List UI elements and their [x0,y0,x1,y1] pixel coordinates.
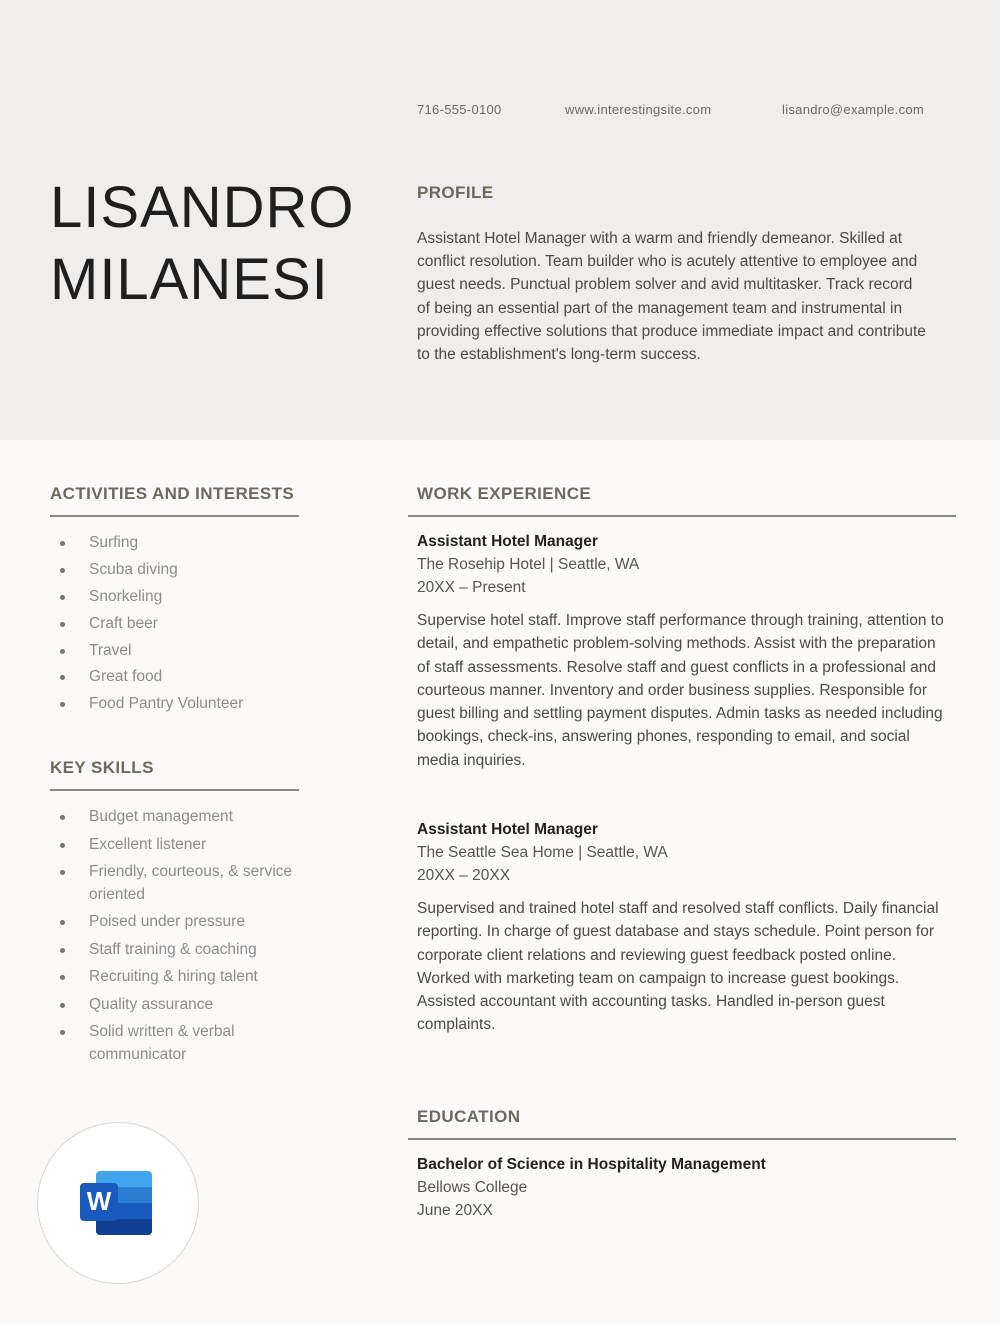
contact-email[interactable]: lisandro@example.com [782,102,925,117]
word-badge[interactable] [37,1122,199,1284]
interests-divider [50,515,299,517]
work-divider [408,515,956,517]
list-item: Snorkeling [50,586,300,609]
school: Bellows College [417,1179,528,1196]
bullet-icon [60,1003,65,1008]
bullet-icon [60,649,65,654]
skills-list [50,806,300,1071]
job-dates: 20XX – Present [417,579,526,596]
list-item: Staff training & coaching [50,939,300,962]
bullet-icon [60,870,65,875]
interests-list [50,532,300,720]
profile-text: Assistant Hotel Manager with a warm and friendly demeanor. Skilled at conflict resolution. Team builder who is acutely attentive to employee and guest needs. Punctual problem solver and avid multitasker. Track record of being an essential part of the management team and instrumental in providing effective solutions that produce immediate impact and contribute to the establishment's long-term success. [417,230,926,364]
bullet-icon [60,920,65,925]
last-name: MILANESI [50,247,329,312]
job-description: Supervise hotel staff. Improve staff performance through training, attention to detail, and empathetic problem-solving methods. Assist with the preparation of staff assessments. Resolve staff and guest conflicts in a professional and courteous manner. Inventory and order business supplies. Responsible for guest billing and settling payment disputes. Admin tasks as needed including bookings, check-ins, answering phones, responding to email, and social media inquiries. [417,612,944,769]
list-item: Solid written & verbal communicator [50,1021,300,1066]
job-title: Assistant Hotel Manager [417,821,598,838]
bullet-icon [60,595,65,600]
list-item: Poised under pressure [50,911,300,934]
bullet-icon [60,815,65,820]
interests-heading: ACTIVITIES AND INTERESTS [50,484,295,503]
job-employer: The Seattle Sea Home | Seattle, WA [417,844,668,861]
list-item: Excellent listener [50,834,300,857]
degree: Bachelor of Science in Hospitality Management [417,1156,766,1173]
work-heading: WORK EXPERIENCE [417,484,592,503]
bullet-icon [60,1030,65,1035]
bullet-icon [60,948,65,953]
bullet-icon [60,702,65,707]
skills-heading: KEY SKILLS [50,758,154,777]
list-item: Great food [50,666,300,689]
job-employer: The Rosehip Hotel | Seattle, WA [417,556,640,573]
education-divider [408,1138,956,1140]
job-entry [417,819,947,1037]
list-item: Scuba diving [50,559,300,582]
bullet-icon [60,975,65,980]
word-icon-letter: W [86,1186,112,1216]
job-title: Assistant Hotel Manager [417,533,598,550]
word-icon-band-bottom [96,1219,152,1235]
bullet-icon [60,675,65,680]
list-item: Recruiting & hiring talent [50,966,300,989]
job-description: Supervised and trained hotel staff and resolved staff conflicts. Daily financial reporting. In charge of guest database and stays schedule. Point person for corporate client relations and reviewing guest feedback posted online. Worked with marketing team on campaign to increase guest bookings. Assisted accountant with accounting tasks. Handled in-person guest complaints. [417,900,939,1034]
candidate-name [50,172,355,316]
education-entry [417,1154,947,1222]
contact-phone: 716-555-0100 [417,102,502,117]
bullet-icon [60,622,65,627]
job-dates: 20XX – 20XX [417,867,511,884]
bullet-icon [60,568,65,573]
list-item: Travel [50,640,300,663]
profile-heading: PROFILE [417,183,494,202]
education-heading: EDUCATION [417,1107,521,1126]
list-item: Quality assurance [50,994,300,1017]
skills-divider [50,789,299,791]
graduation-date: June 20XX [417,1202,493,1219]
list-item: Friendly, courteous, & service oriented [50,861,300,906]
list-item: Food Pantry Volunteer [50,693,300,716]
job-entry [417,531,947,772]
bullet-icon [60,541,65,546]
list-item: Craft beer [50,613,300,636]
word-app-icon [80,1171,156,1235]
list-item: Surfing [50,532,300,555]
list-item: Budget management [50,806,300,829]
contact-website[interactable]: www.interestingsite.com [565,102,712,117]
first-name: LISANDRO [50,175,355,240]
bullet-icon [60,843,65,848]
